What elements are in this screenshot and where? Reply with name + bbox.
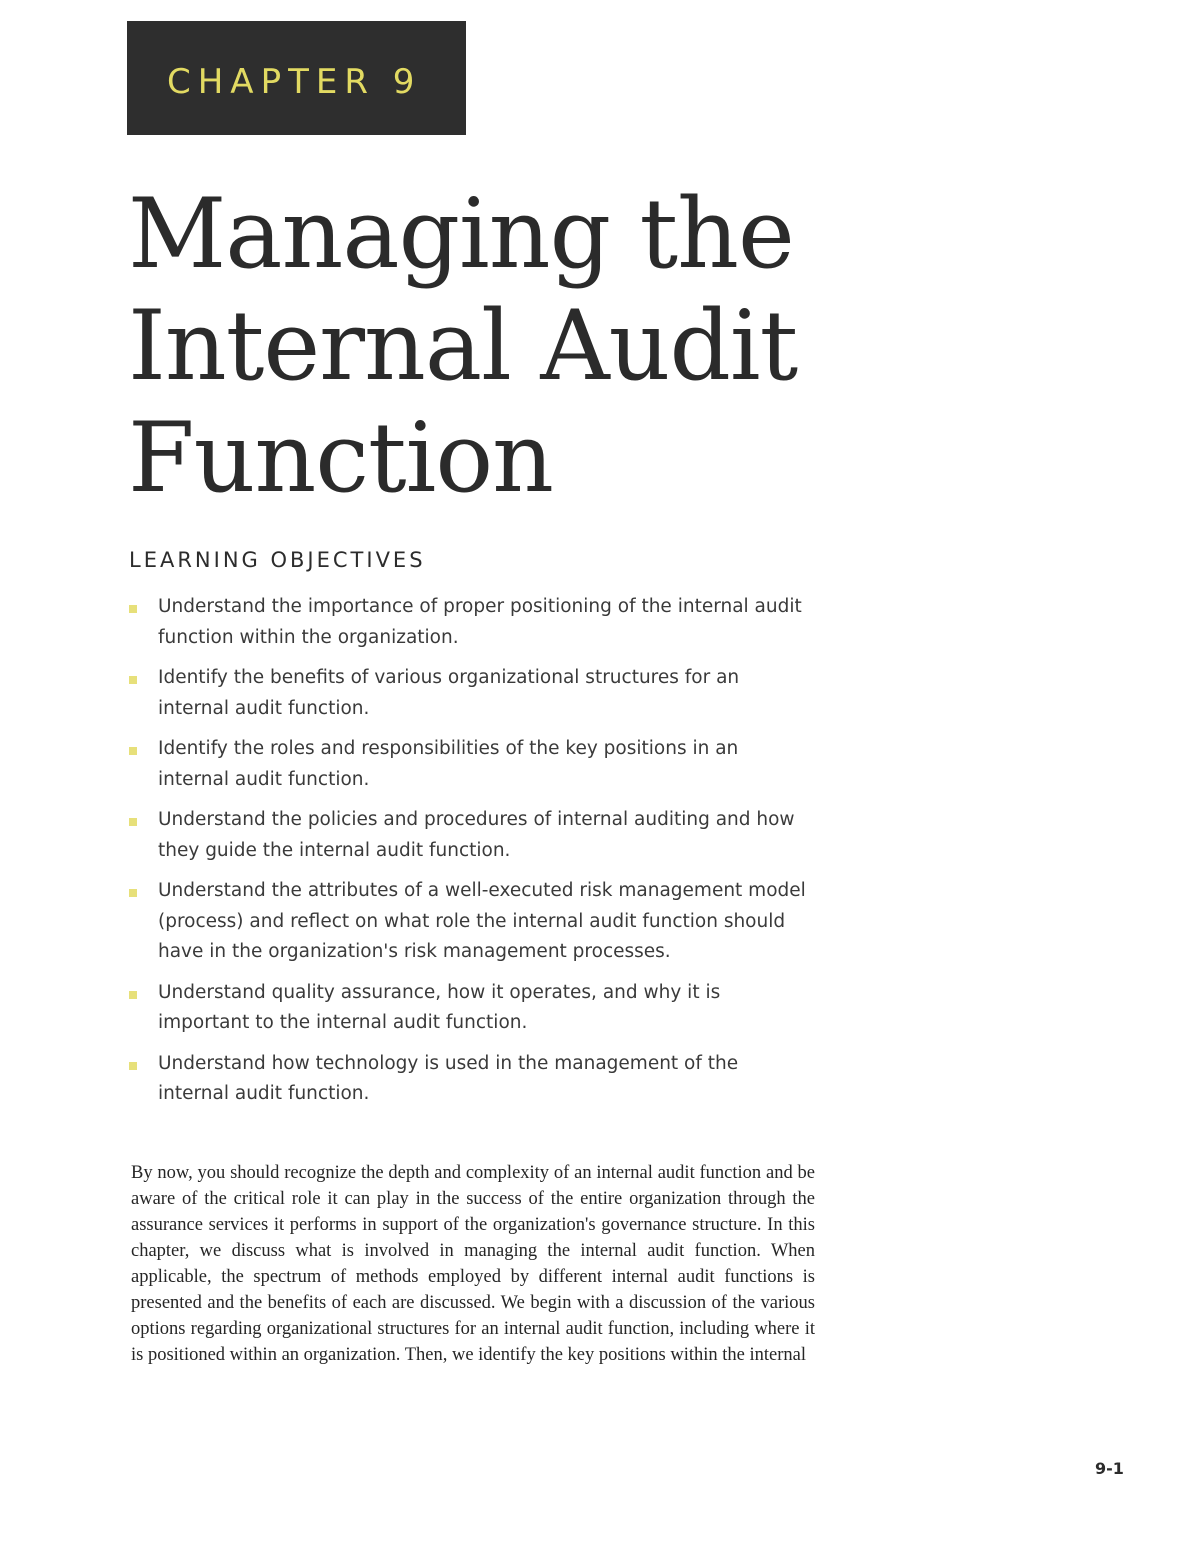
learning-objective-item	[129, 734, 809, 795]
learning-objective-text: Understand the policies and procedures of internal auditing and how they guide the internal audit function.	[158, 809, 795, 861]
intro-paragraph: By now, you should recognize the depth and complexity of an internal audit function and be aware of the critical role it can play in the success of the entire organization through the assurance services it performs in support of the organization's governance structure. In this chapter, we discuss what is involved in managing the internal audit function. When applicable, the spectrum of methods employed by different internal audit functions is presented and the benefits of each are discussed. We begin with a discussion of the various options regarding organizational structures for an internal audit function, including where it is positioned within an organization. Then, we identify the key positions within the internal	[131, 1163, 815, 1365]
learning-objective-text: Understand the importance of proper positioning of the internal audit function within the organization.	[158, 596, 802, 648]
square-bullet-icon	[129, 747, 137, 755]
learning-objective-item	[129, 805, 809, 866]
square-bullet-icon	[129, 676, 137, 684]
chapter-title-line: Function	[128, 402, 553, 514]
chapter-title-line: Managing the	[128, 178, 794, 290]
page-number: 9-1	[1095, 1459, 1124, 1478]
learning-objective-item	[129, 876, 809, 968]
learning-objectives-heading: LEARNING OBJECTIVES	[129, 548, 426, 572]
square-bullet-icon	[129, 1062, 137, 1070]
square-bullet-icon	[129, 991, 137, 999]
chapter-title-line: Internal Audit	[128, 290, 798, 402]
learning-objective-text: Understand how technology is used in the management of the internal audit function.	[158, 1052, 739, 1104]
chapter-banner	[127, 21, 466, 135]
square-bullet-icon	[129, 818, 137, 826]
learning-objective-item	[129, 663, 809, 724]
learning-objective-text: Understand quality assurance, how it operates, and why it is important to the internal audit function.	[158, 981, 721, 1033]
square-bullet-icon	[129, 889, 137, 897]
learning-objectives-list	[129, 592, 809, 1120]
chapter-title	[128, 178, 848, 514]
learning-objective-item	[129, 592, 809, 653]
learning-objective-item	[129, 978, 809, 1039]
square-bullet-icon	[129, 605, 137, 613]
learning-objective-text: Identify the roles and responsibilities of the key positions in an internal audit function.	[158, 738, 739, 790]
learning-objective-text: Identify the benefits of various organizational structures for an internal audit function.	[158, 667, 740, 719]
chapter-label: CHAPTER 9	[167, 62, 422, 102]
learning-objective-item	[129, 1049, 809, 1110]
learning-objective-text: Understand the attributes of a well-executed risk management model (process) and reflect on what role the internal audit function should have in the organization's risk management processes.	[158, 880, 806, 962]
